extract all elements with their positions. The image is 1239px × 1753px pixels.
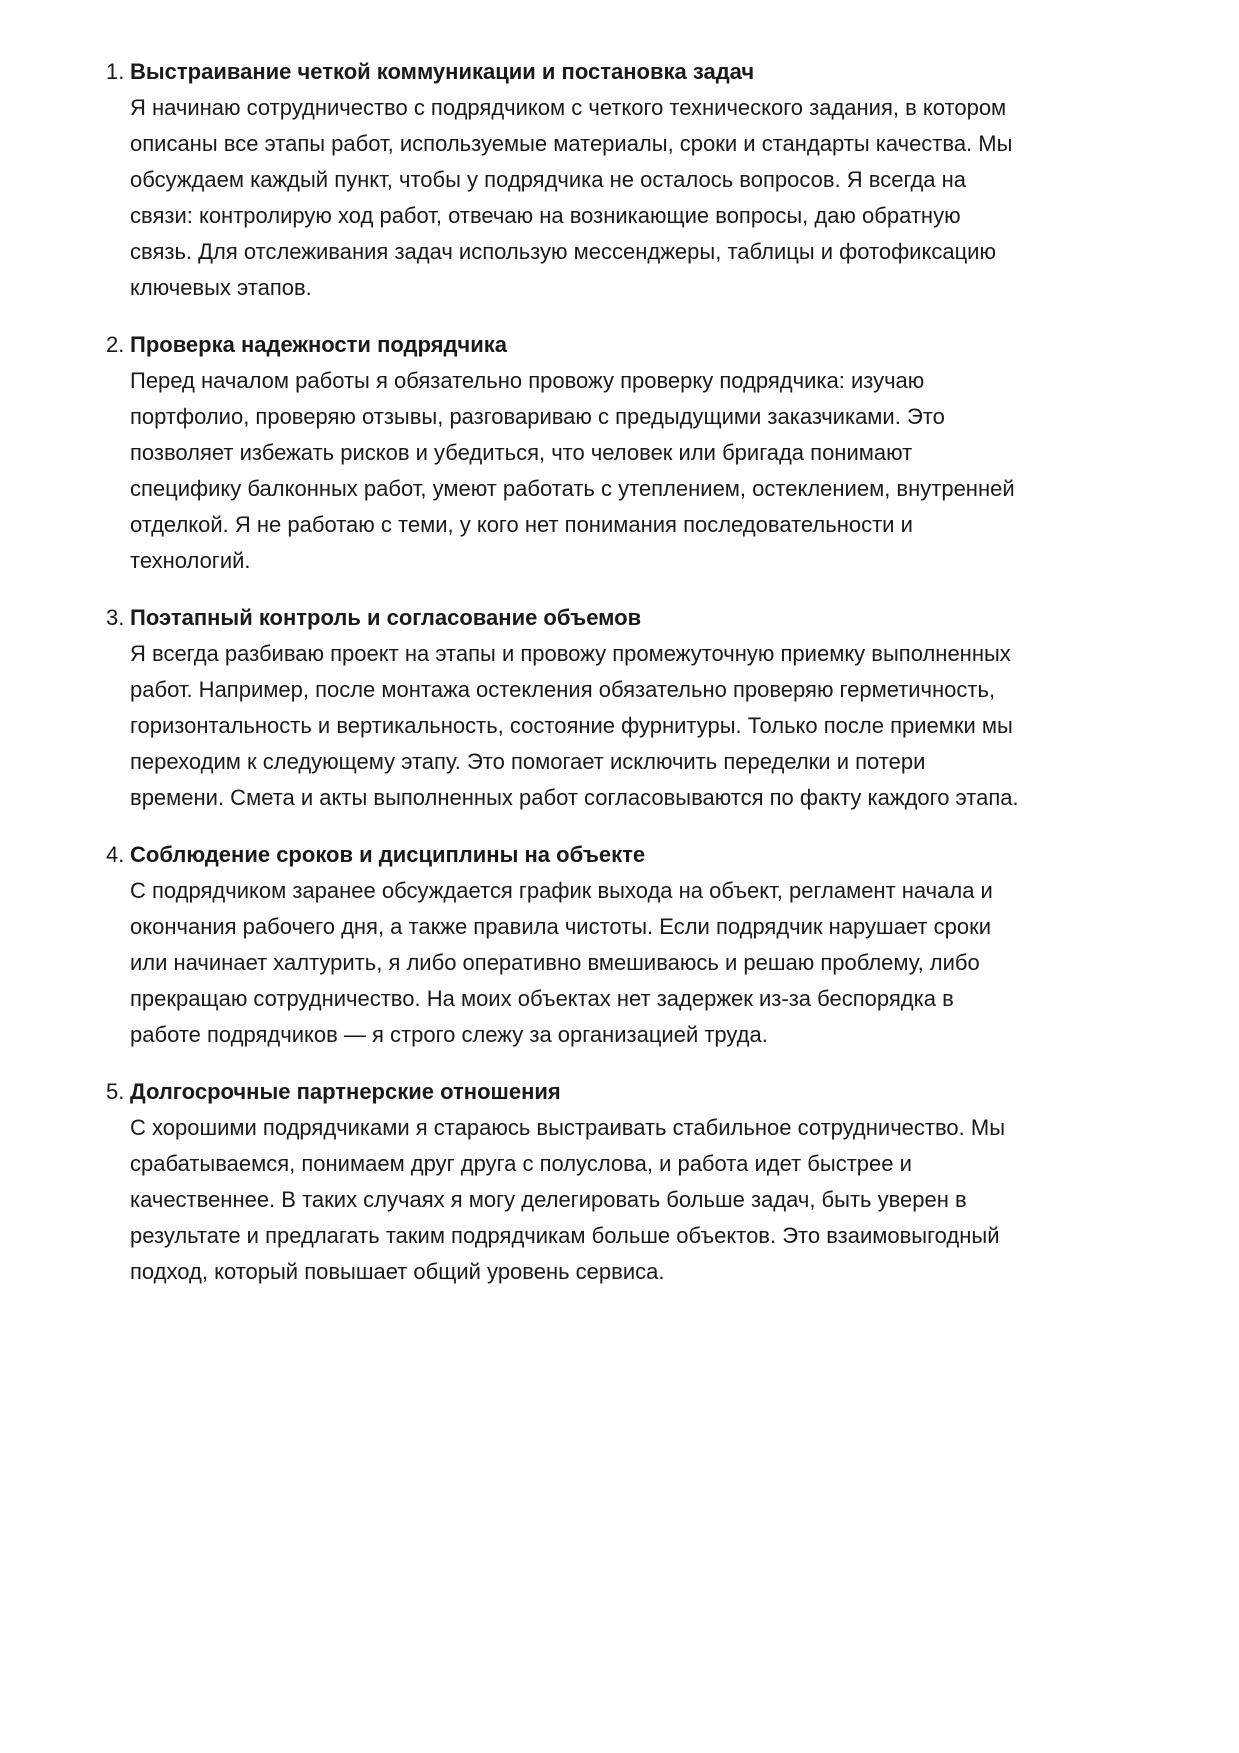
item-body-line: отделкой. Я не работаю с теми, у кого нет понимания последовательности и — [130, 512, 913, 537]
item-number: 2. — [106, 332, 125, 357]
item-number: 4. — [106, 842, 125, 867]
item-body-line: времени. Смета и акты выполненных работ согласовываются по факту каждого этапа. — [130, 785, 1019, 810]
item-title: Соблюдение сроков и дисциплины на объекте — [130, 842, 646, 867]
item-body-line: работе подрядчиков — я строго слежу за организацией труда. — [130, 1022, 768, 1047]
item-body-line: технологий. — [130, 548, 251, 573]
item-body-line: портфолио, проверяю отзывы, разговариваю с предыдущими заказчиками. Это — [130, 404, 945, 429]
item-body-line: связь. Для отслеживания задач использую мессенджеры, таблицы и фотофиксацию — [130, 239, 996, 264]
item-title: Выстраивание четкой коммуникации и постановка задач — [130, 59, 755, 84]
item-body-line: позволяет избежать рисков и убедиться, что человек или бригада понимают — [130, 440, 913, 465]
item-body-line: работ. Например, после монтажа остекления обязательно проверяю герметичность, — [130, 677, 996, 702]
item-body-line: срабатываемся, понимаем друг друга с полуслова, и работа идет быстрее и — [130, 1151, 912, 1176]
item-body-line: С подрядчиком заранее обсуждается график выхода на объект, регламент начала и — [130, 878, 993, 903]
item-number: 1. — [106, 59, 125, 84]
item-body-line: С хорошими подрядчиками я стараюсь выстраивать стабильное сотрудничество. Мы — [130, 1115, 1006, 1140]
list-item — [0, 327, 1239, 579]
item-body-line: обсуждаем каждый пункт, чтобы у подрядчика не осталось вопросов. Я всегда на — [130, 167, 967, 192]
list-item — [0, 1074, 1239, 1290]
item-body-line: прекращаю сотрудничество. На моих объектах нет задержек из-за беспорядка в — [130, 986, 954, 1011]
item-title: Долгосрочные партнерские отношения — [130, 1079, 561, 1104]
item-body-line: специфику балконных работ, умеют работать с утеплением, остеклением, внутренней — [130, 476, 1015, 501]
item-title: Поэтапный контроль и согласование объемов — [130, 605, 642, 630]
item-body-line: или начинает халтурить, я либо оперативно вмешиваюсь и решаю проблему, либо — [130, 950, 980, 975]
list-item — [0, 600, 1239, 816]
item-body-line: окончания рабочего дня, а также правила чистоты. Если подрядчик нарушает сроки — [130, 914, 992, 939]
item-number: 5. — [106, 1079, 125, 1104]
list-item — [0, 54, 1239, 306]
item-title: Проверка надежности подрядчика — [130, 332, 507, 357]
item-body-line: переходим к следующему этапу. Это помогает исключить переделки и потери — [130, 749, 926, 774]
list-item — [0, 837, 1239, 1053]
item-body-line: Перед началом работы я обязательно провожу проверку подрядчика: изучаю — [130, 368, 925, 393]
numbered-list — [0, 54, 1239, 1311]
item-body-line: ключевых этапов. — [130, 275, 312, 300]
item-body-line: описаны все этапы работ, используемые материалы, сроки и стандарты качества. Мы — [130, 131, 1013, 156]
item-body-line: качественнее. В таких случаях я могу делегировать больше задач, быть уверен в — [130, 1187, 967, 1212]
item-body-line: Я начинаю сотрудничество с подрядчиком с четкого технического задания, в котором — [130, 95, 1007, 120]
item-body-line: подход, который повышает общий уровень сервиса. — [130, 1259, 665, 1284]
item-body-line: горизонтальность и вертикальность, состояние фурнитуры. Только после приемки мы — [130, 713, 1013, 738]
item-number: 3. — [106, 605, 125, 630]
item-body-line: связи: контролирую ход работ, отвечаю на возникающие вопросы, даю обратную — [130, 203, 961, 228]
item-body-line: Я всегда разбиваю проект на этапы и провожу промежуточную приемку выполненных — [130, 641, 1011, 666]
item-body-line: результате и предлагать таким подрядчикам больше объектов. Это взаимовыгодный — [130, 1223, 1000, 1248]
